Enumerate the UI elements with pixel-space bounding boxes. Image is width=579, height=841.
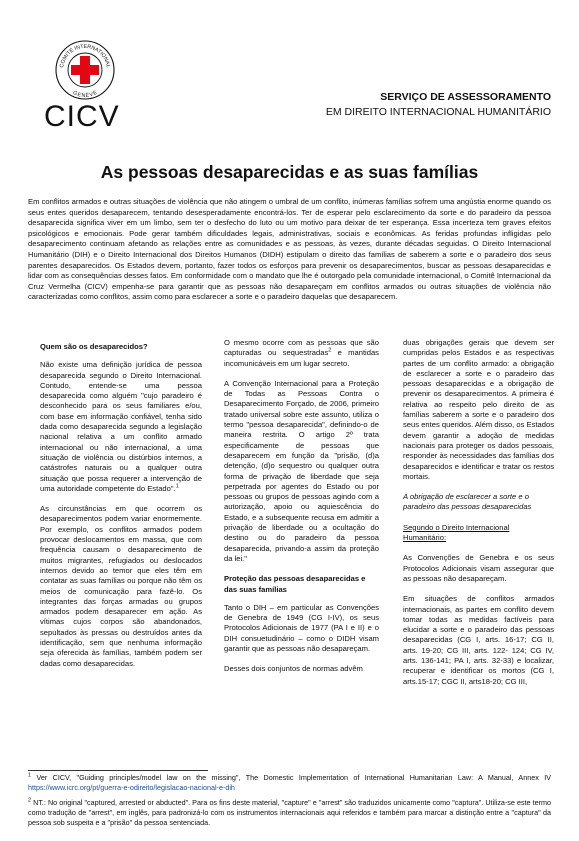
paragraph: Tanto o DIH – em particular as Convenções de Genebra de 1949 (CG I-IV), os seus Protocolos Adicionais de 1977 (PA I e II) e o DIH consuetudinário – como o DIDH visam garantir que as pessoas não desapareçam. xyxy=(224,602,379,654)
service-line-1: SERVIÇO DE ASSESSORAMENTO xyxy=(380,91,551,103)
footnote-number: 1 xyxy=(28,772,32,779)
section-heading-protection: Proteção das pessoas desaparecidas e das suas famílias xyxy=(224,574,366,594)
paragraph: Em situações de conflitos armados internacionais, as partes em conflito devem tomar todas as medidas factíveis para elucidar a sorte e o paradeiro das pessoas desaparecidas (CG I, arts. 16-17; CG II, arts. 19-20; CG III, arts. 122- 124; CG IV, arts. 136-141; PA I, arts. 32-33) e localizar, recuperar e identificar os mortos (CG I, arts.15-17; CGC II, arts18-20; CG III, xyxy=(403,594,554,686)
footnote-ref-1: 1 xyxy=(175,483,179,490)
icrc-logo xyxy=(54,39,116,101)
red-cross-emblem-icon xyxy=(54,39,116,101)
footnote-text: Ver CICV, "Guiding principles/model law on the missing", The Domestic Implementation of International Humanitarian Law: A Manual, Annex IV xyxy=(31,773,551,782)
column-3 xyxy=(403,338,554,697)
paragraph: As circunstâncias em que ocorrem os desaparecimentos podem variar enormemente. Por exemplo, os conflitos armados podem provocar deslocamentos em massa, que com frequência causam o desaparecimento de muitos migrantes, refugiados ou deslocados internos devido ao temor que eles têm em contatar as suas famílias ou porque não têm os meios de comunicação para fazê-lo. Os integrantes das forças armadas ou grupos armados podem desaparecer em ação. As vítimas cujos corpos são abandonados, sepultados às pressas ou destruídos antes da identificação, sem que nenhuma informação seja oferecida às famílias, também podem ser dadas como desaparecidas. xyxy=(40,504,202,668)
paragraph-text: Não existe uma definição jurídica de pessoa desaparecida segundo o Direito Internacional. Contudo, entende-se uma pessoa desaparecida como alguém "cujo paradeiro é desconhecido para os seus familiares e/ou, com base em informação confiável, tenha sido dada como desaparecida segundo a legislação nacional relativa a um conflito armado internacional ou não internacional, a uma situação de violência ou distúrbios internos, a catástrofes naturais ou a qualquer outra situação que possa requerer a intervenção de uma autoridade competente do Estado". xyxy=(40,360,202,493)
paragraph xyxy=(40,360,202,494)
paragraph-text: O mesmo ocorre com as pessoas que são capturadas ou sequestradas xyxy=(224,338,379,358)
underlined-subheading: Segundo o Direito Internacional Humanitário: xyxy=(403,522,510,543)
footnote-1 xyxy=(28,773,551,793)
service-heading xyxy=(326,91,551,118)
footnote-link[interactable]: https://www.icrc.org/pt/guerra-e-odireito/legislacao-nacional-e-dih xyxy=(28,783,235,792)
italic-subheading: A obrigação de esclarecer a sorte e o paradeiro das pessoas desaparecidas xyxy=(403,492,532,512)
paragraph: duas obrigações gerais que devem ser cumpridas pelos Estados e as respectivas partes de um conflito armado: a obrigação de esclarecer a sorte e o paradeiro das pessoas desaparecidas e a obrigação de prevenir os desaparecimentos. A primeira é relativa ao respeito pelo direito de as famílias saberem a sorte e o paradeiro dos seus entes queridos. Além disso, os Estados devem garantir a adoção de medidas nacionais para proteger os dados pessoais, responder às necessidades das famílias dos desaparecidos e identificar e tratar os restos mortais. xyxy=(403,338,554,481)
paragraph: Desses dois conjuntos de normas advêm xyxy=(224,664,363,674)
page-title: As pessoas desaparecidas e as suas famílias xyxy=(100,162,479,182)
column-1 xyxy=(40,338,202,679)
logo-ring-bottom-text: GENÈVE xyxy=(71,89,99,100)
service-line-2: EM DIREITO INTERNACIONAL HUMANITÁRIO xyxy=(325,106,551,118)
footnote-separator xyxy=(28,770,208,771)
footnotes xyxy=(28,773,551,833)
footnote-ref-2: 2 xyxy=(328,347,332,354)
paragraph: As Convenções de Genebra e os seus Protocolos Adicionais visam assegurar que as pessoas não desapareçam. xyxy=(403,553,554,583)
section-heading-who-are-missing: Quem são os desaparecidos? xyxy=(40,342,148,351)
paragraph-text: e mantidas incomunicáveis em um lugar secreto. xyxy=(224,348,379,368)
logo-ring-top-text: COMITÉ INTERNATIONAL xyxy=(59,43,111,69)
footnote-number: 2 xyxy=(28,797,32,804)
column-2 xyxy=(224,338,379,685)
footnote-2 xyxy=(28,798,551,828)
paragraph: A Convenção Internacional para a Proteção de Todas as Pessoas Contra o Desaparecimento Forçado, de 2006, primeiro tratado universal sobre este assunto, utiliza o termo "pessoa desaparecida", definindo-o de maneira restrita. O artigo 2º trata especificamente de pessoas que desaparecem em função da "prisão, (d)a detenção, (d)o sequestro ou qualquer outra forma de privação de liberdade que seja perpetrada por agentes do Estado ou por pessoas ou grupos de pessoas agindo com a autorização, apoio ou aquiescência do Estado, e a subsequente recusa em admitir a privação de liberdade ou a ocultação do destino ou do paradeiro da pessoa desaparecida, privando-a assim da proteção da lei." xyxy=(224,378,379,563)
intro-paragraph: Em conflitos armados e outras situações de violência que não atingem o umbral de um conflito, inúmeras famílias sofrem uma angústia enorme quando os seus entes queridos desaparecem, tentando desesperadamente encontrá-los. Ter de esperar pelo esclarecimento da sorte e do paradeiro da pessoa desaparecida significa viver em um limbo, sem ter o desfecho do luto ou um motivo para deixar de ter esperança. Essa incerteza tem graves efeitos psicológicos e emocionais. Pode gerar também dificuldades legais, administrativas, sociais e econômicas. As feridas profundas infligidas pelo desaparecimento continuam afetando as relações entre as comunidades e as pessoas, às vezes, durante décadas seguidas. O Direito Internacional Humanitário (DIH) e o Direito Internacional dos Direitos Humanos (DIDH) estipulam o direito das famílias de saberem a sorte e o paradeiro dos seus parentes desaparecidos. Os Estados devem, portanto, fazer todos os esforços para prevenir os desaparecimentos, buscar as pessoas desaparecidas e lidar com as consequências desses fatos. Em conformidade com o mandato que lhe é outorgado pela comunidade internacional, o Comitê Internacional da Cruz Vermelha (CICV) empenha-se para garantir que as pessoas não desapareçam em conflitos armados ou outras situações de violência não caracterizadas como conflitos, assim como para esclarecer a sorte e o paradeiro daquelas que desaparecem. xyxy=(28,197,551,302)
footnote-text: NT.: No original "captured, arrested or abducted". Para os fins deste material, "capture" e "arrest" são traduzidos unicamente como "captura". Utiliza-se este termo como tradução de "arrest", em inglês, para padronizá-lo com os instrumentos internacionais aqui referidos e também para marcar a distinção entre a "captura" da pessoa sob suspeita e a "prisão" da pessoa sentenciada. xyxy=(28,798,551,827)
paragraph xyxy=(224,338,379,369)
organization-acronym: CICV xyxy=(44,100,120,133)
